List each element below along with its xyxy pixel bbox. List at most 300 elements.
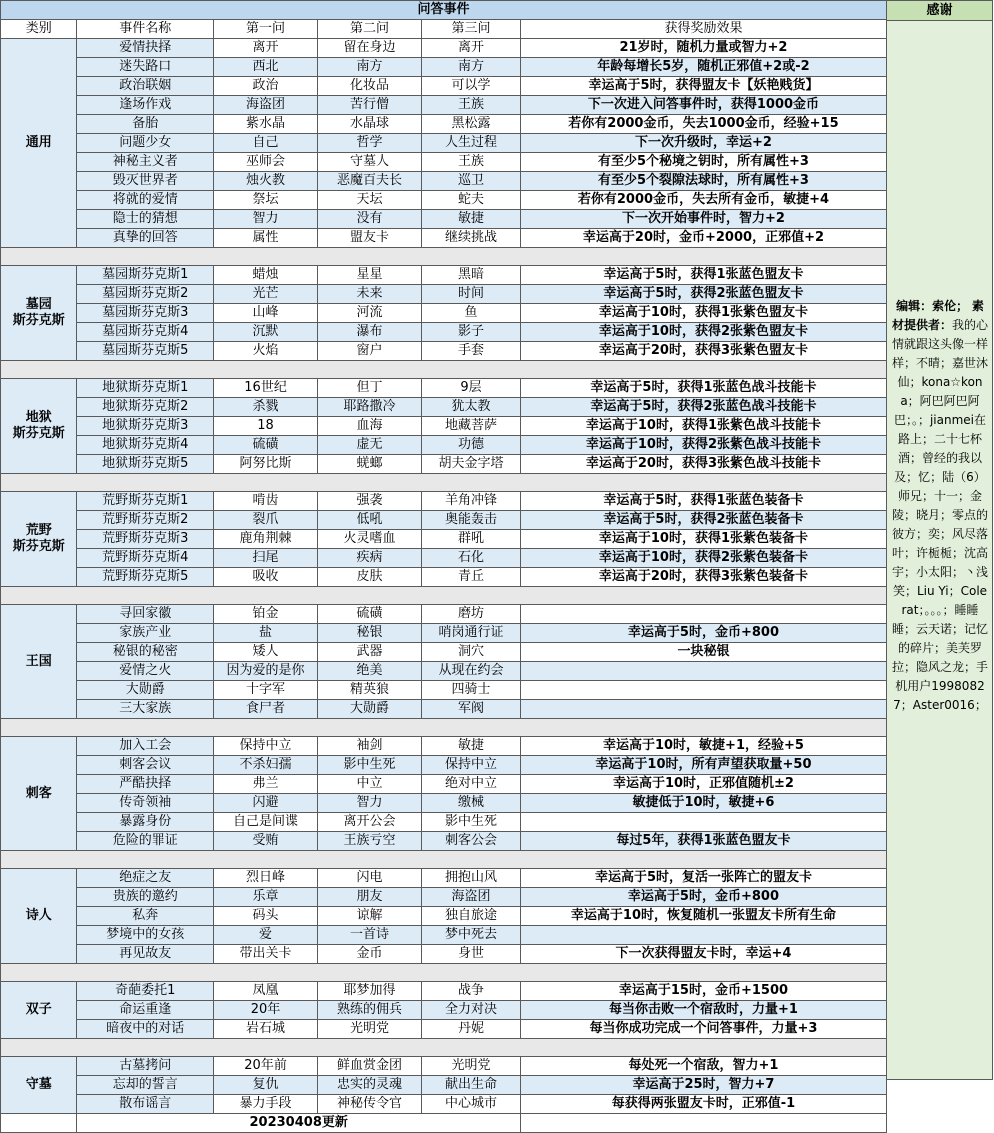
answer-1: 凤凰 xyxy=(214,982,318,1001)
answer-1: 政治 xyxy=(214,77,318,96)
separator-cell xyxy=(1,587,887,605)
group-separator xyxy=(1,964,887,982)
event-name: 墓园斯芬克斯1 xyxy=(77,266,214,285)
answer-3: 军阀 xyxy=(422,700,521,719)
answer-2: 影中生死 xyxy=(318,756,422,775)
table-row xyxy=(1,737,887,756)
event-name: 暗夜中的对话 xyxy=(77,1020,214,1039)
table-row xyxy=(1,530,887,549)
table-row xyxy=(1,1057,887,1076)
reward-effect: 幸运高于5时，金币+800 xyxy=(520,888,886,907)
answer-2: 疾病 xyxy=(318,549,422,568)
answer-1: 十字军 xyxy=(214,681,318,700)
answer-3: 青丘 xyxy=(422,568,521,587)
table-row xyxy=(1,134,887,153)
event-name: 加入工会 xyxy=(77,737,214,756)
answer-3: 离开 xyxy=(422,39,521,58)
answer-1: 啃齿 xyxy=(214,492,318,511)
reward-effect: 每获得两张盟友卡时，正邪值-1 xyxy=(520,1095,886,1114)
event-name: 刺客会议 xyxy=(77,756,214,775)
answer-3: 羊角冲锋 xyxy=(422,492,521,511)
answer-1: 西北 xyxy=(214,58,318,77)
event-name: 危险的罪证 xyxy=(77,832,214,851)
reward-effect: 幸运高于10时，所有声望获取量+50 xyxy=(520,756,886,775)
event-name: 迷失路口 xyxy=(77,58,214,77)
header-q1: 第一问 xyxy=(214,20,318,39)
event-name: 隐士的猜想 xyxy=(77,210,214,229)
table-row xyxy=(1,605,887,624)
reward-effect: 年龄每增长5岁，随机正邪值+2或-2 xyxy=(520,58,886,77)
event-name: 将就的爱情 xyxy=(77,191,214,210)
event-name: 地狱斯芬克斯2 xyxy=(77,398,214,417)
answer-3: 中心城市 xyxy=(422,1095,521,1114)
table-row xyxy=(1,643,887,662)
answer-2: 智力 xyxy=(318,794,422,813)
answer-3: 时间 xyxy=(422,285,521,304)
answer-3: 敏捷 xyxy=(422,737,521,756)
reward-effect: 幸运高于10时，获得2张紫色战斗技能卡 xyxy=(520,436,886,455)
answer-2: 朋友 xyxy=(318,888,422,907)
answer-2: 皮肤 xyxy=(318,568,422,587)
answer-3: 洞穴 xyxy=(422,643,521,662)
group-separator xyxy=(1,851,887,869)
table-row xyxy=(1,229,887,248)
answer-1: 盐 xyxy=(214,624,318,643)
table-row xyxy=(1,568,887,587)
table-row xyxy=(1,775,887,794)
footer-blank xyxy=(1,1114,77,1133)
answer-2: 星星 xyxy=(318,266,422,285)
reward-effect: 幸运高于5时，获得2张蓝色装备卡 xyxy=(520,511,886,530)
answer-2: 强袭 xyxy=(318,492,422,511)
answer-2: 秘银 xyxy=(318,624,422,643)
group-separator xyxy=(1,1039,887,1057)
separator-cell xyxy=(1,361,887,379)
reward-effect xyxy=(520,813,886,832)
header-reward: 获得奖励效果 xyxy=(520,20,886,39)
table-row xyxy=(1,888,887,907)
answer-1: 紫水晶 xyxy=(214,115,318,134)
answer-2: 未来 xyxy=(318,285,422,304)
answer-1: 鹿角荆棘 xyxy=(214,530,318,549)
event-name: 绝症之友 xyxy=(77,869,214,888)
event-name: 毁灭世界者 xyxy=(77,172,214,191)
event-name: 命运重逢 xyxy=(77,1001,214,1020)
answer-2: 化妆品 xyxy=(318,77,422,96)
reward-effect: 每处死一个宿敌，智力+1 xyxy=(520,1057,886,1076)
answer-3: 影中生死 xyxy=(422,813,521,832)
answer-2: 熟练的佣兵 xyxy=(318,1001,422,1020)
answer-1: 20年 xyxy=(214,1001,318,1020)
reward-effect: 下一次升级时，幸运+2 xyxy=(520,134,886,153)
answer-3: 可以学 xyxy=(422,77,521,96)
reward-effect: 幸运高于10时，正邪值随机±2 xyxy=(520,775,886,794)
table-row xyxy=(1,58,887,77)
event-name: 墓园斯芬克斯2 xyxy=(77,285,214,304)
category-cell: 墓园 斯芬克斯 xyxy=(1,266,77,361)
reward-effect xyxy=(520,681,886,700)
answer-2: 一首诗 xyxy=(318,926,422,945)
event-name: 秘银的秘密 xyxy=(77,643,214,662)
answer-3: 哨岗通行证 xyxy=(422,624,521,643)
group-separator xyxy=(1,361,887,379)
reward-effect: 幸运高于5时，获得1张蓝色盟友卡 xyxy=(520,266,886,285)
answer-2: 盟友卡 xyxy=(318,229,422,248)
table-row xyxy=(1,945,887,964)
thanks-panel xyxy=(887,0,993,1080)
reward-effect: 幸运高于5时，获得盟友卡【妖艳贱货】 xyxy=(520,77,886,96)
answer-1: 带出关卡 xyxy=(214,945,318,964)
reward-effect: 幸运高于10时，获得1张紫色装备卡 xyxy=(520,530,886,549)
event-name: 荒野斯芬克斯1 xyxy=(77,492,214,511)
table-row xyxy=(1,907,887,926)
reward-effect: 幸运高于10时，恢复随机一张盟友卡所有生命 xyxy=(520,907,886,926)
table-row xyxy=(1,379,887,398)
event-name: 地狱斯芬克斯3 xyxy=(77,417,214,436)
event-name: 传奇领袖 xyxy=(77,794,214,813)
reward-effect: 幸运高于5时，获得1张蓝色战斗技能卡 xyxy=(520,379,886,398)
answer-2: 瀑布 xyxy=(318,323,422,342)
event-name: 再见故友 xyxy=(77,945,214,964)
reward-effect: 幸运高于10时，获得2张紫色装备卡 xyxy=(520,549,886,568)
reward-effect: 每当你击败一个宿敌时，力量+1 xyxy=(520,1001,886,1020)
answer-1: 蜡烛 xyxy=(214,266,318,285)
table-title: 问答事件 xyxy=(1,1,887,20)
category-cell: 守墓 xyxy=(1,1057,77,1114)
answer-1: 自己是间谍 xyxy=(214,813,318,832)
answer-3: 黑暗 xyxy=(422,266,521,285)
reward-effect: 幸运高于20时，获得3张紫色装备卡 xyxy=(520,568,886,587)
answer-1: 自己 xyxy=(214,134,318,153)
table-row xyxy=(1,681,887,700)
answer-3: 敏捷 xyxy=(422,210,521,229)
answer-1: 闪避 xyxy=(214,794,318,813)
table-row xyxy=(1,982,887,1001)
table-row xyxy=(1,549,887,568)
answer-2: 硫磺 xyxy=(318,605,422,624)
reward-effect: 幸运高于25时，智力+7 xyxy=(520,1076,886,1095)
answer-1: 暴力手段 xyxy=(214,1095,318,1114)
reward-effect: 幸运高于5时，获得2张蓝色战斗技能卡 xyxy=(520,398,886,417)
table-row xyxy=(1,172,887,191)
answer-3: 继续挑战 xyxy=(422,229,521,248)
answer-1: 不杀妇孺 xyxy=(214,756,318,775)
category-cell: 刺客 xyxy=(1,737,77,851)
answer-1: 杀戮 xyxy=(214,398,318,417)
event-name: 政治联姻 xyxy=(77,77,214,96)
editor-name: 索伦； xyxy=(932,299,969,313)
answer-1: 烛火教 xyxy=(214,172,318,191)
group-separator xyxy=(1,248,887,266)
table-row xyxy=(1,115,887,134)
reward-effect: 若你有2000金币，失去1000金币，经验+15 xyxy=(520,115,886,134)
answer-2: 守墓人 xyxy=(318,153,422,172)
event-name: 问题少女 xyxy=(77,134,214,153)
table-row xyxy=(1,700,887,719)
answer-3: 梦中死去 xyxy=(422,926,521,945)
answer-1: 巫师会 xyxy=(214,153,318,172)
answer-2: 谅解 xyxy=(318,907,422,926)
answer-1: 因为爱的是你 xyxy=(214,662,318,681)
answer-2: 天坛 xyxy=(318,191,422,210)
answer-3: 功德 xyxy=(422,436,521,455)
answer-1: 爱 xyxy=(214,926,318,945)
reward-effect: 幸运高于5时，复活一张阵亡的盟友卡 xyxy=(520,869,886,888)
table-row xyxy=(1,926,887,945)
editor-label: 编辑： xyxy=(896,299,933,313)
answer-2: 武器 xyxy=(318,643,422,662)
answer-1: 裂爪 xyxy=(214,511,318,530)
event-name: 墓园斯芬克斯3 xyxy=(77,304,214,323)
table-row xyxy=(1,398,887,417)
event-name: 爱情抉择 xyxy=(77,39,214,58)
answer-2: 没有 xyxy=(318,210,422,229)
answer-2: 光明党 xyxy=(318,1020,422,1039)
event-name: 古墓拷问 xyxy=(77,1057,214,1076)
table-row xyxy=(1,1076,887,1095)
answer-3: 9层 xyxy=(422,379,521,398)
answer-2: 离开公会 xyxy=(318,813,422,832)
answer-3: 犹太教 xyxy=(422,398,521,417)
event-name: 逢场作戏 xyxy=(77,96,214,115)
reward-effect: 一块秘银 xyxy=(520,643,886,662)
answer-2: 耶路撒冷 xyxy=(318,398,422,417)
table-row xyxy=(1,832,887,851)
answer-1: 码头 xyxy=(214,907,318,926)
table-row xyxy=(1,417,887,436)
answer-1: 矮人 xyxy=(214,643,318,662)
answer-3: 奥能轰击 xyxy=(422,511,521,530)
event-name: 暴露身份 xyxy=(77,813,214,832)
reward-effect: 幸运高于10时，敏捷+1，经验+5 xyxy=(520,737,886,756)
answer-1: 海盗团 xyxy=(214,96,318,115)
table-row xyxy=(1,304,887,323)
reward-effect: 幸运高于5时，金币+800 xyxy=(520,624,886,643)
event-name: 地狱斯芬克斯1 xyxy=(77,379,214,398)
table-row xyxy=(1,624,887,643)
answer-3: 影子 xyxy=(422,323,521,342)
answer-2: 窗户 xyxy=(318,342,422,361)
header-category: 类别 xyxy=(1,20,77,39)
reward-effect: 幸运高于10时，获得1张紫色盟友卡 xyxy=(520,304,886,323)
answer-2: 精英狼 xyxy=(318,681,422,700)
reward-effect xyxy=(520,926,886,945)
answer-2: 蜣螂 xyxy=(318,455,422,474)
answer-3: 丹妮 xyxy=(422,1020,521,1039)
category-cell: 通用 xyxy=(1,39,77,248)
event-name: 荒野斯芬克斯5 xyxy=(77,568,214,587)
event-name: 备胎 xyxy=(77,115,214,134)
answer-2: 神秘传令官 xyxy=(318,1095,422,1114)
reward-effect: 幸运高于15时，金币+1500 xyxy=(520,982,886,1001)
answer-1: 离开 xyxy=(214,39,318,58)
table-row xyxy=(1,492,887,511)
reward-effect: 幸运高于20时，金币+2000，正邪值+2 xyxy=(520,229,886,248)
event-name: 忘却的誓言 xyxy=(77,1076,214,1095)
answer-1: 山峰 xyxy=(214,304,318,323)
reward-effect: 每过5年，获得1张蓝色盟友卡 xyxy=(520,832,886,851)
answer-3: 绝对中立 xyxy=(422,775,521,794)
answer-2: 留在身边 xyxy=(318,39,422,58)
reward-effect: 21岁时，随机力量或智力+2 xyxy=(520,39,886,58)
table-row xyxy=(1,662,887,681)
answer-1: 铂金 xyxy=(214,605,318,624)
answer-1: 20年前 xyxy=(214,1057,318,1076)
answer-2: 虚无 xyxy=(318,436,422,455)
reward-effect: 幸运高于10时，获得2张紫色盟友卡 xyxy=(520,323,886,342)
answer-2: 血海 xyxy=(318,417,422,436)
update-note: 20230408更新 xyxy=(77,1114,520,1133)
answer-1: 硫磺 xyxy=(214,436,318,455)
reward-effect: 幸运高于20时，获得3张紫色盟友卡 xyxy=(520,342,886,361)
answer-1: 烈日峰 xyxy=(214,869,318,888)
answer-3: 光明党 xyxy=(422,1057,521,1076)
answer-1: 16世纪 xyxy=(214,379,318,398)
separator-cell xyxy=(1,474,887,492)
header-event-name: 事件名称 xyxy=(77,20,214,39)
answer-3: 南方 xyxy=(422,58,521,77)
provider-list: 我的心情就跟这头像一样样；不晴；嘉世沐仙；kona☆kona；阿巴阿巴阿巴；。；jianmei在路上；二十七杯酒；曾经的我以及；忆；陆（6）师兄；十一；金陵；晓月；零点的彼方；奕；风尽落叶；许栀栀；沈高宇；小太阳；丶浅笑；Liu Yi；Colerat；。。。；睡睡睡；云天诺；记忆的碎片；美芙罗拉；隐风之龙；手机用户19980827；Aster0016； xyxy=(891,318,989,712)
answer-2: 河流 xyxy=(318,304,422,323)
answer-2: 哲学 xyxy=(318,134,422,153)
table-row xyxy=(1,869,887,888)
event-name: 地狱斯芬克斯5 xyxy=(77,455,214,474)
event-name: 梦境中的女孩 xyxy=(77,926,214,945)
category-cell: 荒野 斯芬克斯 xyxy=(1,492,77,587)
table-row xyxy=(1,285,887,304)
event-name: 私奔 xyxy=(77,907,214,926)
event-name: 贵族的邀约 xyxy=(77,888,214,907)
table-row xyxy=(1,455,887,474)
answer-1: 复仇 xyxy=(214,1076,318,1095)
event-name: 家族产业 xyxy=(77,624,214,643)
answer-2: 大勋爵 xyxy=(318,700,422,719)
separator-cell xyxy=(1,1039,887,1057)
reward-effect: 敏捷低于10时，敏捷+6 xyxy=(520,794,886,813)
answer-2: 金币 xyxy=(318,945,422,964)
answer-3: 拥抱山风 xyxy=(422,869,521,888)
event-name: 真挚的回答 xyxy=(77,229,214,248)
event-name: 奇葩委托1 xyxy=(77,982,214,1001)
answer-2: 低吼 xyxy=(318,511,422,530)
footer-blank xyxy=(520,1114,886,1133)
group-separator xyxy=(1,587,887,605)
table-row xyxy=(1,96,887,115)
answer-3: 缴械 xyxy=(422,794,521,813)
event-name: 地狱斯芬克斯4 xyxy=(77,436,214,455)
event-name: 三大家族 xyxy=(77,700,214,719)
header-q3: 第三问 xyxy=(422,20,521,39)
answer-3: 胡夫金字塔 xyxy=(422,455,521,474)
reward-effect: 下一次开始事件时，智力+2 xyxy=(520,210,886,229)
table-row xyxy=(1,1001,887,1020)
answer-3: 四骑士 xyxy=(422,681,521,700)
table-row xyxy=(1,153,887,172)
table-row xyxy=(1,77,887,96)
answer-3: 巡卫 xyxy=(422,172,521,191)
answer-3: 王族 xyxy=(422,96,521,115)
answer-2: 鲜血赏金团 xyxy=(318,1057,422,1076)
category-cell: 地狱 斯芬克斯 xyxy=(1,379,77,474)
reward-effect: 幸运高于20时，获得3张紫色战斗技能卡 xyxy=(520,455,886,474)
answer-2: 但丁 xyxy=(318,379,422,398)
answer-1: 吸收 xyxy=(214,568,318,587)
reward-effect: 每当你成功完成一个问答事件，力量+3 xyxy=(520,1020,886,1039)
answer-3: 献出生命 xyxy=(422,1076,521,1095)
answer-3: 黑松露 xyxy=(422,115,521,134)
reward-effect: 幸运高于5时，获得1张蓝色装备卡 xyxy=(520,492,886,511)
answer-1: 保持中立 xyxy=(214,737,318,756)
table-row xyxy=(1,813,887,832)
event-name: 荒野斯芬克斯2 xyxy=(77,511,214,530)
credits-text xyxy=(891,297,989,715)
reward-effect: 下一次获得盟友卡时，幸运+4 xyxy=(520,945,886,964)
event-name: 散布谣言 xyxy=(77,1095,214,1114)
answer-2: 袖剑 xyxy=(318,737,422,756)
answer-3: 王族 xyxy=(422,153,521,172)
reward-effect: 幸运高于10时，获得1张紫色战斗技能卡 xyxy=(520,417,886,436)
reward-effect: 有至少5个裂隙法球时，所有属性+3 xyxy=(520,172,886,191)
answer-3: 海盗团 xyxy=(422,888,521,907)
category-cell: 双子 xyxy=(1,982,77,1039)
answer-1: 弗兰 xyxy=(214,775,318,794)
provider-label: 素材提供者： xyxy=(891,299,984,332)
table-row xyxy=(1,511,887,530)
answer-3: 石化 xyxy=(422,549,521,568)
category-cell: 王国 xyxy=(1,605,77,719)
answer-3: 保持中立 xyxy=(422,756,521,775)
answer-3: 人生过程 xyxy=(422,134,521,153)
answer-1: 受贿 xyxy=(214,832,318,851)
answer-2: 中立 xyxy=(318,775,422,794)
group-separator xyxy=(1,719,887,737)
table-row xyxy=(1,1095,887,1114)
answer-2: 王族亏空 xyxy=(318,832,422,851)
answer-3: 蛇夫 xyxy=(422,191,521,210)
separator-cell xyxy=(1,248,887,266)
title-row xyxy=(1,1,887,20)
answer-3: 群吼 xyxy=(422,530,521,549)
reward-effect: 若你有2000金币，失去所有金币，敏捷+4 xyxy=(520,191,886,210)
reward-effect xyxy=(520,605,886,624)
answer-2: 耶梦加得 xyxy=(318,982,422,1001)
table-row xyxy=(1,323,887,342)
table-row xyxy=(1,39,887,58)
answer-1: 火焰 xyxy=(214,342,318,361)
answer-3: 从现在约会 xyxy=(422,662,521,681)
answer-2: 闪电 xyxy=(318,869,422,888)
reward-effect: 有至少5个秘境之钥时，所有属性+3 xyxy=(520,153,886,172)
answer-1: 光芒 xyxy=(214,285,318,304)
answer-3: 全力对决 xyxy=(422,1001,521,1020)
answer-3: 刺客公会 xyxy=(422,832,521,851)
reward-effect: 下一次进入问答事件时，获得1000金币 xyxy=(520,96,886,115)
table-row xyxy=(1,436,887,455)
thanks-title: 感谢 xyxy=(887,1,992,21)
answer-2: 绝美 xyxy=(318,662,422,681)
answer-3: 独自旅途 xyxy=(422,907,521,926)
answer-1: 祭坛 xyxy=(214,191,318,210)
answer-2: 火灵嗜血 xyxy=(318,530,422,549)
reward-effect xyxy=(520,700,886,719)
table-row xyxy=(1,210,887,229)
separator-cell xyxy=(1,719,887,737)
answer-1: 乐章 xyxy=(214,888,318,907)
table-row xyxy=(1,756,887,775)
event-name: 寻回家徽 xyxy=(77,605,214,624)
group-separator xyxy=(1,474,887,492)
answer-1: 18 xyxy=(214,417,318,436)
